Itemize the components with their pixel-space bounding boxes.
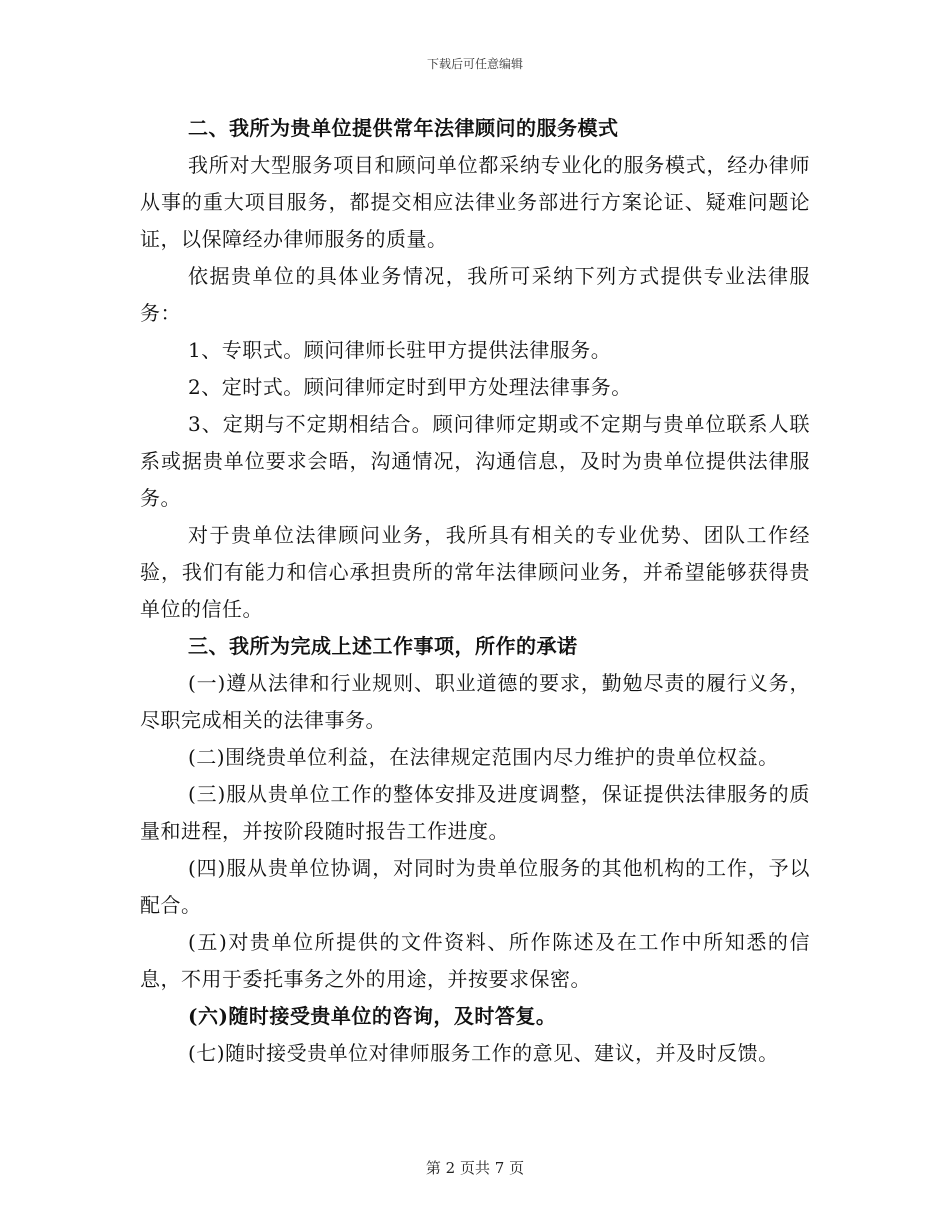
commitment-item: (二)围绕贵单位利益，在法律规定范围内尽力维护的贵单位权益。	[188, 745, 779, 769]
commitment-item: (一)遵从法律和行业规则、职业道德的要求，勤勉尽责的履行义务，尽职完成相关的法律事务。	[140, 671, 810, 732]
commitment-item: (五)对贵单位所提供的文件资料、所作陈述及在工作中所知悉的信息，不用于委托事务之外的用途，并按要求保密。	[140, 930, 810, 991]
commitment-item: (四)服从贵单位协调，对同时为贵单位服务的其他机构的工作，予以配合。	[140, 856, 810, 917]
list-item: 1、专职式。顾问律师长驻甲方提供法律服务。	[188, 338, 612, 362]
paragraph: 我所对大型服务项目和顾问单位都采纳专业化的服务模式，经办律师从事的重大项目服务，都提交相应法律业务部进行方案论证、疑难问题论证，以保障经办律师服务的质量。	[140, 153, 810, 251]
list-item: 3、定期与不定期相结合。顾问律师定期或不定期与贵单位联系人联系或据贵单位要求会晤，沟通情况，沟通信息，及时为贵单位提供法律服务。	[140, 412, 810, 510]
page-header: 下载后可任意编辑	[426, 57, 523, 71]
commitment-item: (六)随时接受贵单位的咨询，及时答复。	[188, 1004, 557, 1028]
paragraph: 依据贵单位的具体业务情况，我所可采纳下列方式提供专业法律服务：	[140, 264, 810, 325]
page-number: 第 2 页共 7 页	[425, 1159, 525, 1177]
section-heading-3: 三、我所为完成上述工作事项，所作的承诺	[188, 634, 578, 658]
list-item: 2、定时式。顾问律师定时到甲方处理法律事务。	[188, 375, 632, 399]
paragraph: 对于贵单位法律顾问业务，我所具有相关的专业优势、团队工作经验，我们有能力和信心承担贵所的常年法律顾问业务，并希望能够获得贵单位的信任。	[140, 523, 810, 621]
document-body	[140, 110, 810, 1072]
commitment-item: (七)随时接受贵单位对律师服务工作的意见、建议，并及时反馈。	[188, 1041, 779, 1065]
commitment-item: (三)服从贵单位工作的整体安排及进度调整，保证提供法律服务的质量和进程，并按阶段随时报告工作进度。	[140, 782, 810, 843]
section-heading-2: 二、我所为贵单位提供常年法律顾问的服务模式	[188, 116, 619, 140]
